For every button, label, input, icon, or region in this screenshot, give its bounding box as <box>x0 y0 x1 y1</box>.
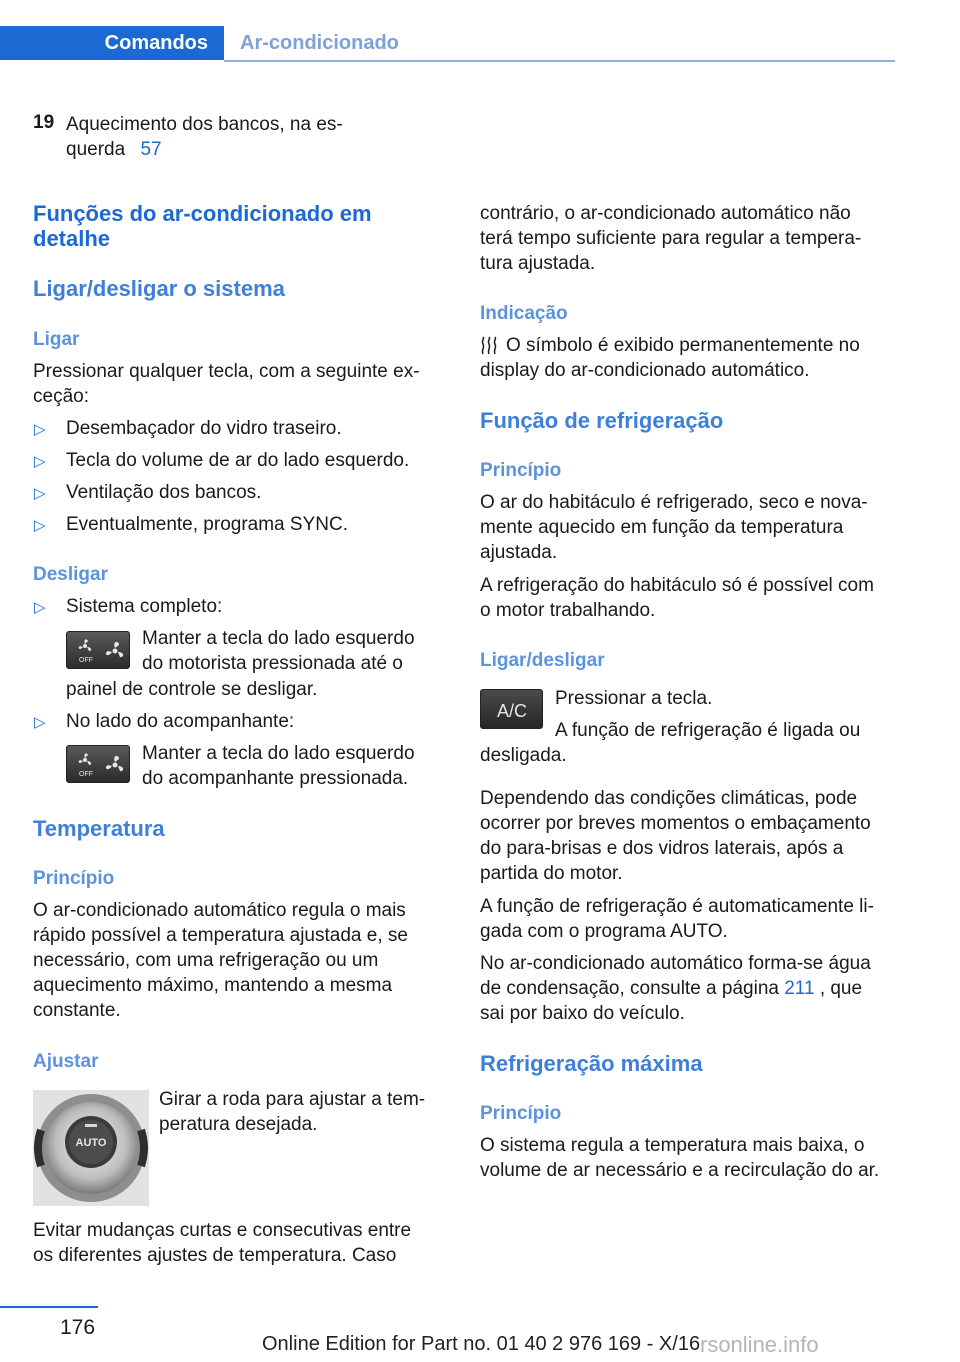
page-ref-link[interactable]: 57 <box>140 139 162 160</box>
dependence-text: ocorrer por breves momentos o embaçamento <box>480 813 871 834</box>
page-header <box>0 0 960 64</box>
avoid-text: os diferentes ajustes de temperatura. Caso <box>33 1245 397 1266</box>
temp-text: aquecimento máximo, mantendo a mesma <box>33 975 393 996</box>
on-text: Pressionar qualquer tecla, com a seguinte ex‐ <box>33 361 420 382</box>
list-item: Ventilação dos bancos. <box>66 482 262 503</box>
continued-text: tura ajustada. <box>480 253 596 274</box>
heading-detail: Funções do ar-condicionado em <box>33 201 372 226</box>
heading-cooling: Função de refrigeração <box>480 408 724 433</box>
heading-on: Ligar <box>33 329 80 350</box>
page-ref-link[interactable]: 211 <box>784 978 815 999</box>
list-item: Sistema completo: <box>66 596 223 617</box>
max-text: volume de ar necessário e a recirculação do ar. <box>480 1160 880 1181</box>
dependence-text: partida do motor. <box>480 863 623 884</box>
heading-indication: Indicação <box>480 303 568 324</box>
fan-icon <box>67 632 131 670</box>
dependence-text: do para-brisas e dos vidros laterais, após a <box>480 838 844 859</box>
heading-principle: Princípio <box>480 1103 562 1124</box>
heading-adjust: Ajustar <box>33 1051 99 1072</box>
list-item: Desembaçador do vidro traseiro. <box>66 418 342 439</box>
temp-text: O ar-condicionado automático regula o mais <box>33 900 406 921</box>
function-text: A função de refrigeração é ligada ou <box>555 720 861 741</box>
item-text-cont <box>66 137 162 162</box>
continued-text: terá tempo suficiente para regular a tempera‐ <box>480 228 862 249</box>
heading-off: Desligar <box>33 564 108 585</box>
condensation-text: sai por baixo do veículo. <box>480 1003 685 1024</box>
heading-principle: Princípio <box>480 460 562 481</box>
avoid-text: Evitar mudanças curtas e consecutivas entre <box>33 1220 412 1241</box>
indication-text: O símbolo é exibido permanentemente no <box>506 335 860 356</box>
cooling-text: mente aquecido em função da temperatura <box>480 517 844 538</box>
off-text: do acompanhante pressionada. <box>142 768 409 789</box>
temp-text: constante. <box>33 1000 121 1021</box>
watermark: rsonline.info <box>700 1332 819 1357</box>
heading-detail-cont: detalhe <box>33 226 111 251</box>
off-text: Manter a tecla do lado esquerdo <box>142 743 415 764</box>
off-text: do motorista pressionada até o <box>142 653 403 674</box>
knob-icon <box>33 1090 149 1206</box>
list-item: Eventualmente, programa SYNC. <box>66 514 348 535</box>
off-label: OFF <box>79 771 93 778</box>
footer-rule <box>0 1306 98 1308</box>
defrost-symbol-icon <box>480 336 498 356</box>
function-text: desligada. <box>480 745 567 766</box>
section-tab: Comandos <box>0 26 224 60</box>
triangle-bullet-icon: ▷ <box>34 485 46 502</box>
heading-max-cooling: Refrigeração máxima <box>480 1051 703 1076</box>
fan-off-button-image <box>66 745 130 783</box>
triangle-bullet-icon: ▷ <box>34 714 46 731</box>
list-item: Tecla do volume de ar do lado esquerdo. <box>66 450 410 471</box>
ac-label: A/C <box>496 701 528 721</box>
condensation-text <box>480 976 862 1001</box>
condensation-text-part: de condensação, consulte a página <box>480 978 779 999</box>
cooling-text: o motor trabalhando. <box>480 600 656 621</box>
fan-icon <box>67 746 131 784</box>
off-label: OFF <box>79 657 93 664</box>
knob-auto-label: AUTO <box>75 1137 107 1149</box>
on-text-cont: ceção: <box>33 386 89 407</box>
fan-off-button-image <box>66 631 130 669</box>
temp-text: necessário, com uma refrigeração ou um <box>33 950 379 971</box>
heading-onoff-system: Ligar/desligar o sistema <box>33 276 285 301</box>
subsection-tab: Ar-condicionado <box>240 32 399 54</box>
cooling-text: ajustada. <box>480 542 558 563</box>
header-rule <box>224 60 895 62</box>
triangle-bullet-icon: ▷ <box>34 421 46 438</box>
auto-text: gada com o programa AUTO. <box>480 921 728 942</box>
triangle-bullet-icon: ▷ <box>34 453 46 470</box>
ac-button-image <box>480 689 543 729</box>
temperature-knob-image <box>33 1090 149 1206</box>
max-text: O sistema regula a temperatura mais baixa, o <box>480 1135 865 1156</box>
auto-text: A função de refrigeração é automaticamente li‐ <box>480 896 874 917</box>
list-item: No lado do acompanhante: <box>66 711 295 732</box>
edition-text: Online Edition for Part no. 01 40 2 976 169 - X/16 <box>262 1333 701 1355</box>
triangle-bullet-icon: ▷ <box>34 599 46 616</box>
heading-principle: Princípio <box>33 868 115 889</box>
heading-temperature: Temperatura <box>33 816 165 841</box>
item-text: Aquecimento dos bancos, na es‐ <box>66 114 343 135</box>
indication-text: display do ar-condicionado automático. <box>480 360 810 381</box>
off-text: painel de controle se desligar. <box>66 679 318 700</box>
item-text-word: querda <box>66 139 126 160</box>
adjust-text: peratura desejada. <box>159 1114 318 1135</box>
press-text: Pressionar a tecla. <box>555 688 713 709</box>
cooling-text: A refrigeração do habitáculo só é possível com <box>480 575 874 596</box>
cooling-text: O ar do habitáculo é refrigerado, seco e nova‐ <box>480 492 868 513</box>
dependence-text: Dependendo das condições climáticas, pode <box>480 788 858 809</box>
temp-text: rápido possível a temperatura ajustada e, se <box>33 925 408 946</box>
item-number: 19 <box>33 112 55 133</box>
heading-onoff: Ligar/desligar <box>480 650 605 671</box>
continued-text: contrário, o ar-condicionado automático não <box>480 203 851 224</box>
condensation-text-part: , que <box>819 978 863 999</box>
adjust-text: Girar a roda para ajustar a tem‐ <box>159 1089 426 1110</box>
page-number: 176 <box>60 1316 96 1339</box>
triangle-bullet-icon: ▷ <box>34 517 46 534</box>
off-text: Manter a tecla do lado esquerdo <box>142 628 415 649</box>
condensation-text: No ar-condicionado automático forma-se água <box>480 953 871 974</box>
